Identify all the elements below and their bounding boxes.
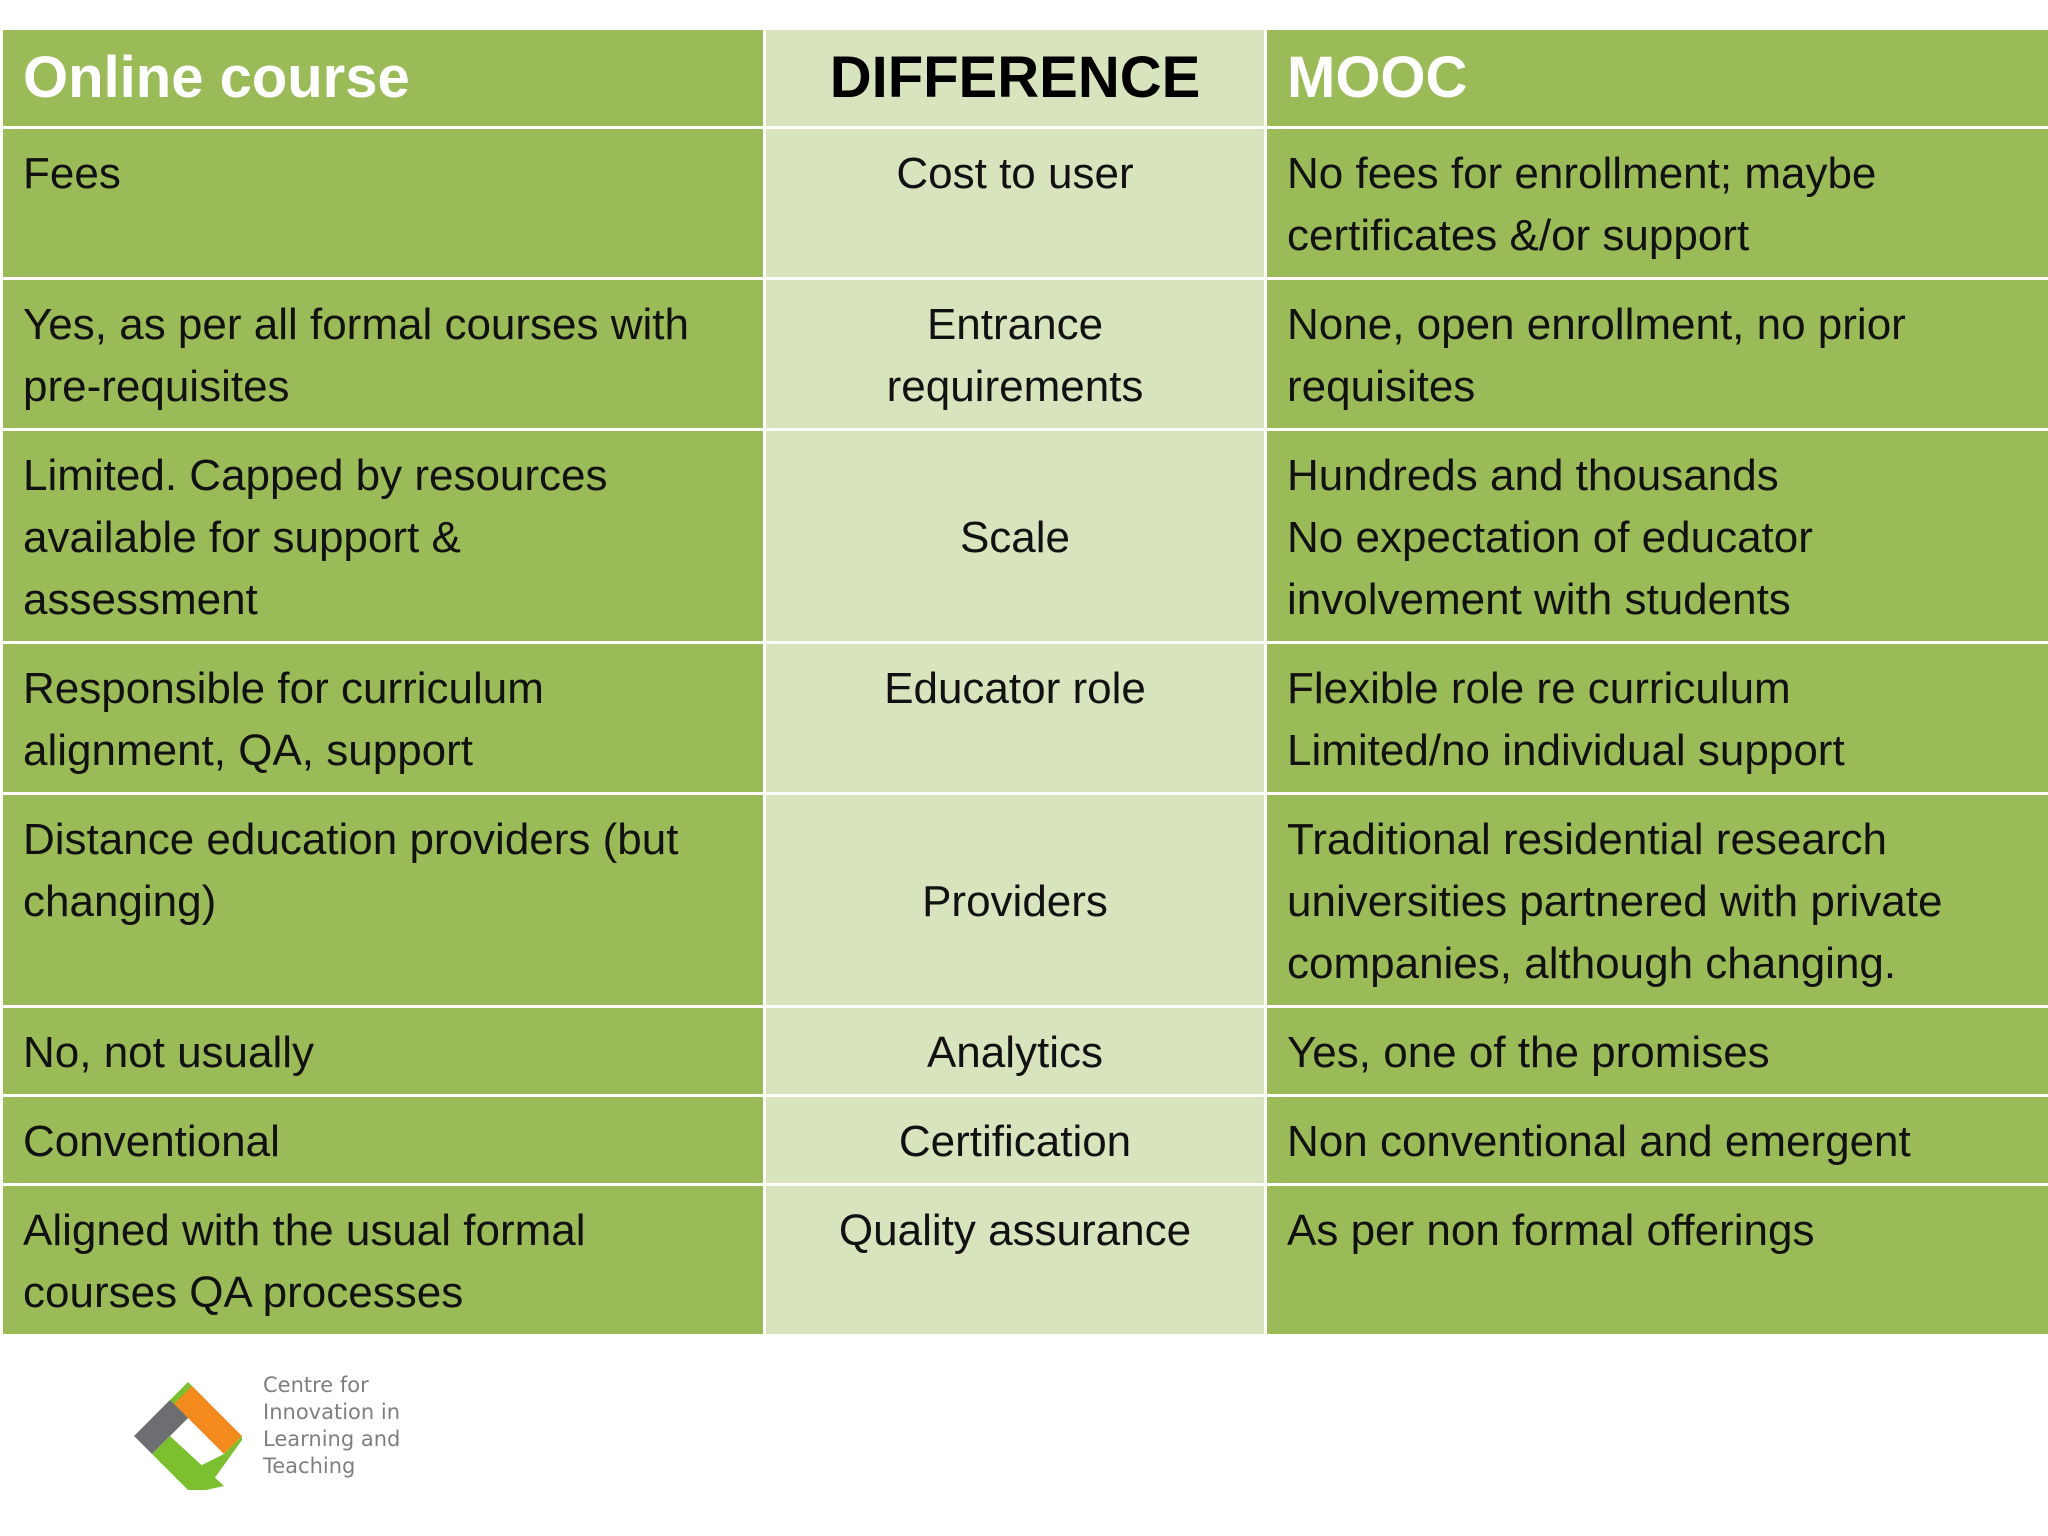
- online-course-cell: [2, 279, 765, 430]
- cell-line: Hundreds and thousands: [1287, 451, 1779, 500]
- cell-line: Educator role: [884, 664, 1146, 713]
- cell-line: Limited. Capped by resources: [23, 451, 608, 500]
- cell-line: pre-requisites: [23, 362, 290, 411]
- table-row: [2, 279, 2048, 430]
- table-row: [2, 794, 2048, 1007]
- table-row: [2, 128, 2048, 279]
- cell-line: certificates &/or support: [1287, 211, 1750, 260]
- table-row: [2, 1007, 2048, 1096]
- mooc-cell: [1266, 643, 2048, 794]
- cell-line: Yes, one of the promises: [1287, 1028, 1770, 1077]
- header-mooc: MOOC: [1266, 29, 2048, 128]
- mooc-cell: [1266, 794, 2048, 1007]
- cell-line: Entrance: [926, 300, 1104, 349]
- mooc-cell: [1266, 128, 2048, 279]
- cell-line: Analytics: [926, 1028, 1104, 1077]
- difference-cell: [765, 643, 1266, 794]
- difference-cell: [765, 794, 1266, 1007]
- mooc-cell: [1266, 279, 2048, 430]
- table-row: [2, 1185, 2048, 1336]
- cell-line: universities partnered with private: [1287, 877, 1943, 926]
- cilt-logo-text: [263, 1372, 400, 1480]
- cell-line: No fees for enrollment; maybe: [1287, 149, 1877, 198]
- header-difference: DIFFERENCE: [765, 29, 1266, 128]
- online-course-cell: [2, 643, 765, 794]
- cell-line: involvement with students: [1287, 575, 1791, 624]
- cell-line: Quality assurance: [838, 1206, 1192, 1255]
- online-course-cell: [2, 430, 765, 643]
- cilt-logo-mark-icon: [130, 1380, 246, 1492]
- logo-line: Centre for: [263, 1373, 369, 1397]
- cell-line: Limited/no individual support: [1287, 726, 1845, 775]
- mooc-cell: [1266, 430, 2048, 643]
- difference-cell: [765, 279, 1266, 430]
- cell-line: assessment: [23, 575, 258, 624]
- table-row: [2, 430, 2048, 643]
- cell-line: Conventional: [23, 1117, 280, 1166]
- cell-line: Cost to user: [896, 149, 1134, 198]
- comparison-table: [0, 27, 2048, 1337]
- logo-line: Teaching: [263, 1454, 356, 1478]
- difference-cell: [765, 1185, 1266, 1336]
- cell-line: No expectation of educator: [1287, 513, 1813, 562]
- header-online-course: Online course: [2, 29, 765, 128]
- difference-cell: [765, 1096, 1266, 1185]
- cell-line: Non conventional and emergent: [1287, 1117, 1911, 1166]
- logo-line: Learning and: [263, 1427, 401, 1451]
- cell-line: alignment, QA, support: [23, 726, 474, 775]
- online-course-cell: [2, 1096, 765, 1185]
- online-course-cell: [2, 1007, 765, 1096]
- cell-line: Responsible for curriculum: [23, 664, 544, 713]
- cilt-logo: [130, 1372, 410, 1492]
- cell-line: requisites: [1287, 362, 1476, 411]
- difference-cell: [765, 430, 1266, 643]
- cell-line: Providers: [922, 877, 1108, 926]
- online-course-cell: [2, 794, 765, 1007]
- cell-line: Scale: [959, 513, 1071, 562]
- cell-line: None, open enrollment, no prior: [1287, 300, 1906, 349]
- cell-line: companies, although changing.: [1287, 939, 1897, 988]
- cell-line: courses QA processes: [23, 1268, 464, 1317]
- difference-cell: [765, 128, 1266, 279]
- table-row: [2, 643, 2048, 794]
- online-course-cell: [2, 128, 765, 279]
- mooc-cell: [1266, 1185, 2048, 1336]
- cell-line: requirements: [886, 362, 1144, 411]
- cell-line: available for support &: [23, 513, 461, 562]
- logo-line: Innovation in: [263, 1400, 401, 1424]
- cell-line: No, not usually: [23, 1028, 315, 1077]
- table-row: [2, 1096, 2048, 1185]
- cell-line: As per non formal offerings: [1287, 1206, 1815, 1255]
- cell-line: Certification: [898, 1117, 1132, 1166]
- cell-line: Distance education providers (but: [23, 815, 679, 864]
- mooc-cell: [1266, 1096, 2048, 1185]
- cell-line: Fees: [23, 149, 121, 198]
- cell-line: Traditional residential research: [1287, 815, 1887, 864]
- online-course-cell: [2, 1185, 765, 1336]
- cell-line: Aligned with the usual formal: [23, 1206, 586, 1255]
- cell-line: Yes, as per all formal courses with: [23, 300, 689, 349]
- difference-cell: [765, 1007, 1266, 1096]
- comparison-table-container: [0, 27, 2048, 1337]
- header-row: [2, 29, 2048, 128]
- cell-line: changing): [23, 877, 217, 926]
- mooc-cell: [1266, 1007, 2048, 1096]
- cell-line: Flexible role re curriculum: [1287, 664, 1791, 713]
